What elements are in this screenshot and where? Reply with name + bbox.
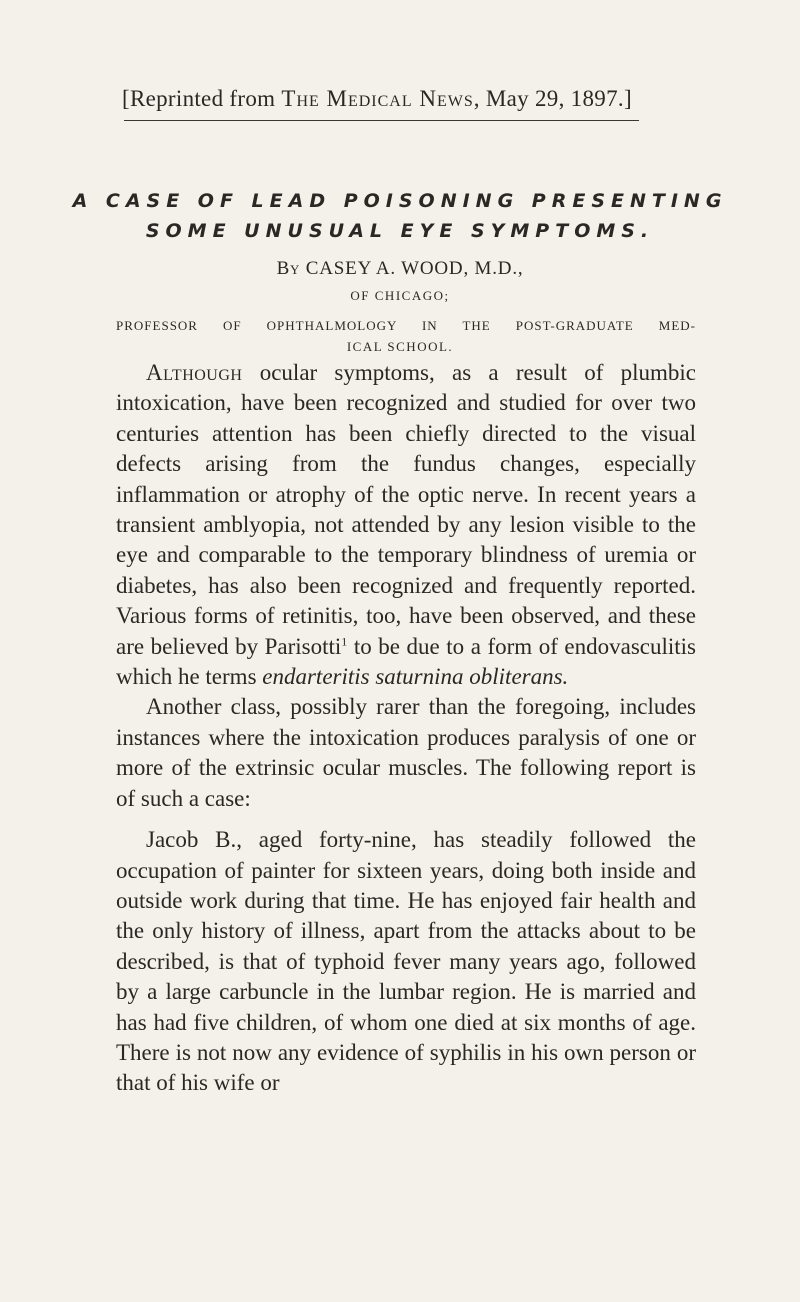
position-line-1: PROFESSOR OF OPHTHALMOLOGY IN THE POST-GRADUATE MED- bbox=[116, 318, 696, 333]
latin-term: endarteritis saturnina obliterans. bbox=[262, 664, 569, 690]
position-line-2: ICAL SCHOOL. bbox=[346, 339, 454, 354]
header-close-bracket: ] bbox=[623, 86, 632, 111]
reprint-header bbox=[122, 86, 642, 112]
footnote-marker: 1 bbox=[341, 634, 348, 648]
paragraph-3: Jacob B., aged forty-nine, has steadily followed the occupation of painter for sixteen years, doing both inside and outside work during that time. He has enjoyed fair health and the only history of illness, apart from the attacks about to be described, is that of typhoid fever many years ago, followed by a large carbuncle in the lumbar region. He is married and has had five children, of whom one died at six months of age. There is not now any evidence of syphilis in his own person or that of his wife or bbox=[116, 827, 696, 1096]
paragraph-1 bbox=[116, 358, 696, 692]
header-reprinted-prefix: Reprinted from bbox=[129, 86, 276, 111]
paragraph-1-text: ocular symptoms, as a result of plumbic intoxication, have been recognized and studied for over two centuries attention has been chiefly directed to the visual defects arising from the fundus changes, especially inflammation or atrophy of the optic nerve. In recent years a transient amblyopia, not attended by any lesion visible to the eye and comparable to the temporary blindness of uremia or diabetes, has also been recognized and frequently reported. Various forms of retinitis, too, have been observed, and these are believed by Parisotti bbox=[116, 360, 696, 659]
header-open-bracket: [ bbox=[122, 86, 130, 111]
paragraph-2: Another class, possibly rarer than the foregoing, includes instances where the intoxication produces paralysis of one or more of the extrinsic ocular muscles. The following report is of such a case: bbox=[116, 694, 696, 811]
header-journal-name: The Medical News bbox=[281, 86, 474, 111]
header-date: , May 29, 1897. bbox=[473, 86, 624, 111]
author-city: OF CHICAGO; bbox=[350, 288, 450, 303]
article-title-line-2: SOME UNUSUAL EYE SYMPTOMS. bbox=[145, 220, 655, 242]
paragraph-1-lead-word: Although bbox=[146, 360, 243, 385]
byline-by: By bbox=[276, 258, 301, 279]
author-name: CASEY A. WOOD, M.D., bbox=[305, 258, 524, 279]
article-title-line-1: A CASE OF LEAD POISONING PRESENTING bbox=[72, 190, 728, 212]
author-byline bbox=[0, 258, 800, 280]
paragraph-1-text-2: to be due to a form of endovasculitis which he terms bbox=[116, 633, 696, 690]
header-rule bbox=[124, 120, 639, 121]
article-body bbox=[116, 358, 696, 1099]
